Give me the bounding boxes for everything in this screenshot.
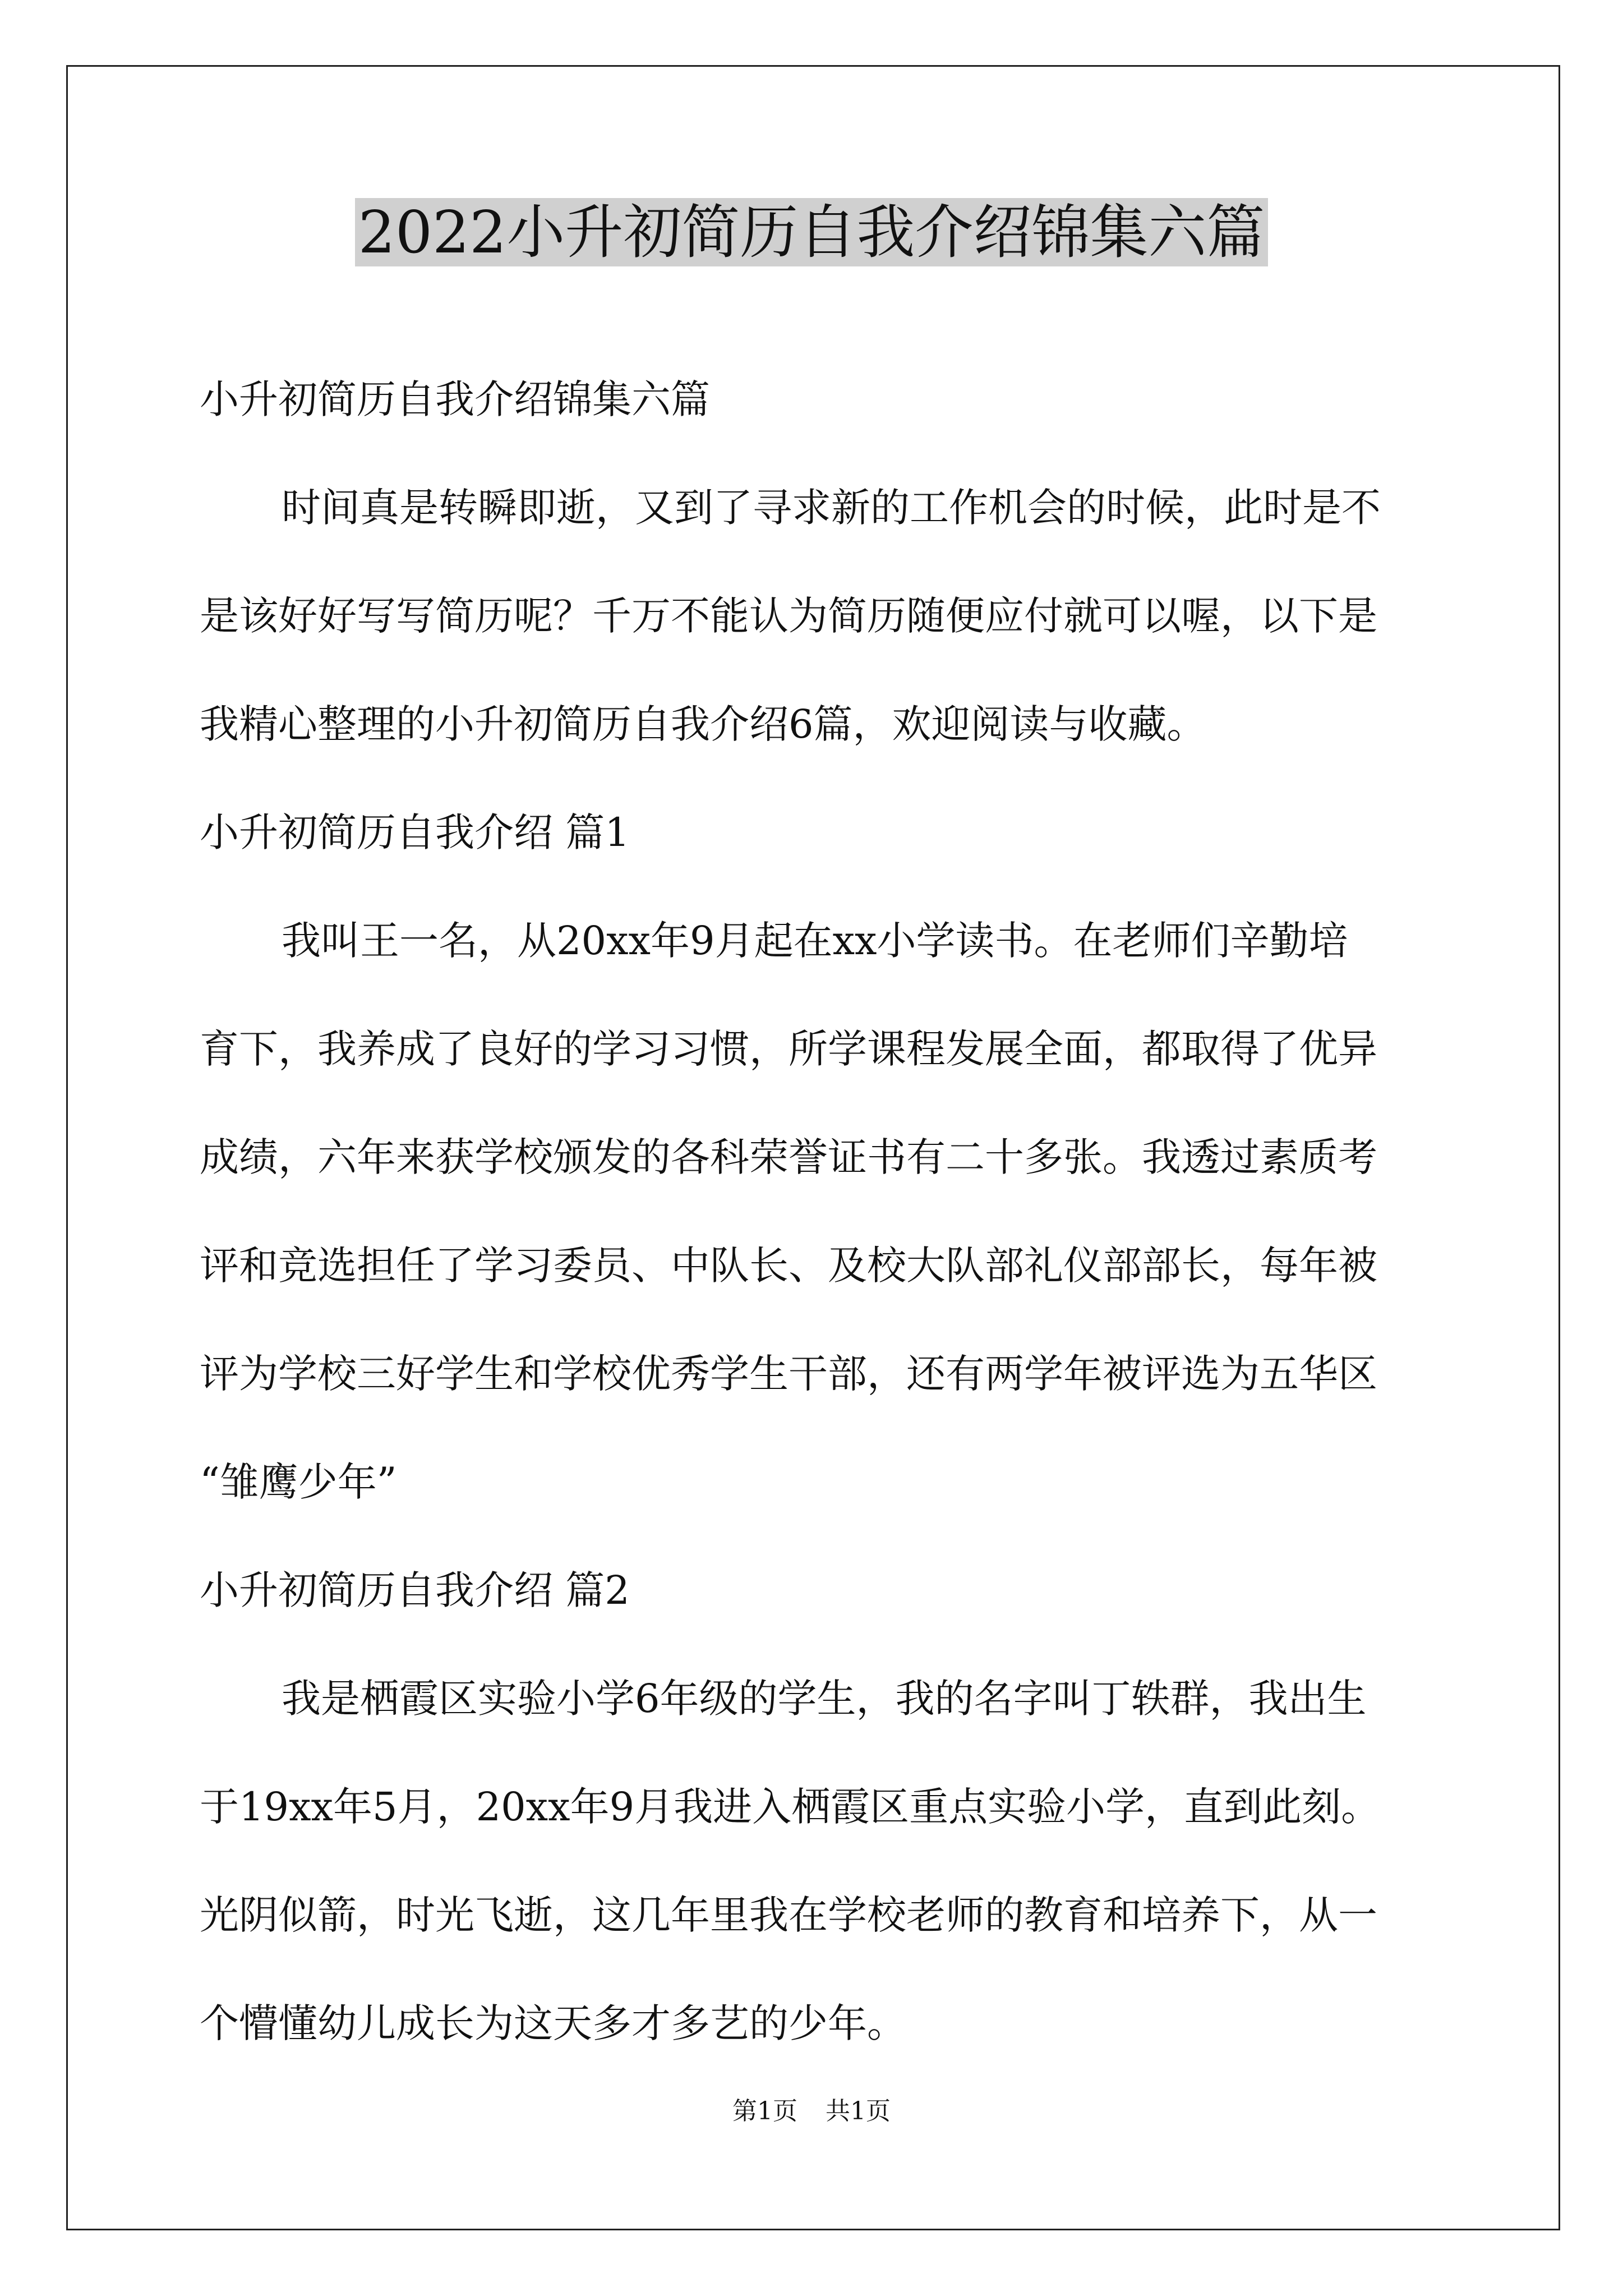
section-line: 光阴似箭，时光飞逝，这几年里我在学校老师的教育和培养下，从一 [200, 1892, 1377, 1938]
section-heading: 小升初简历自我介绍 篇1 [200, 809, 630, 855]
section-line: 我叫王一名，从20xx年9月起在xx小学读书。在老师们辛勤培 [282, 918, 1348, 964]
section-line: 评为学校三好学生和学校优秀学生干部，还有两学年被评选为五华区 [200, 1351, 1377, 1397]
document-title [0, 197, 1623, 268]
page-total: 共1页 [826, 2097, 891, 2125]
section-line: 我是栖霞区实验小学6年级的学生，我的名字叫丁轶群，我出生 [282, 1676, 1367, 1722]
intro-line: 是该好好写写简历呢？千万不能认为简历随便应付就可以喔，以下是 [200, 593, 1377, 639]
section-line: 个懵懂幼儿成长为这天多才多艺的少年。 [200, 2000, 906, 2046]
intro-line: 我精心整理的小升初简历自我介绍6篇，欢迎阅读与收藏。 [200, 701, 1206, 747]
document-body [200, 346, 1428, 2078]
page-number: 第1页 [732, 2097, 797, 2125]
section-line: 评和竞选担任了学习委员、中队长、及校大队部礼仪部部长，每年被 [200, 1243, 1377, 1289]
section-line: 育下，我养成了良好的学习习惯，所学课程发展全面，都取得了优异 [200, 1026, 1377, 1072]
document-subtitle: 小升初简历自我介绍锦集六篇 [200, 376, 710, 422]
section-heading: 小升初简历自我介绍 篇2 [200, 1567, 630, 1613]
page-footer [0, 2097, 1623, 2127]
section-line: 于19xx年5月，20xx年9月我进入栖霞区重点实验小学，直到此刻。 [200, 1784, 1381, 1830]
section-line: “雏鹰少年” [200, 1459, 397, 1505]
intro-line: 时间真是转瞬即逝，又到了寻求新的工作机会的时候，此时是不 [282, 485, 1381, 531]
section-line: 成绩，六年来获学校颁发的各科荣誉证书有二十多张。我透过素质考 [200, 1134, 1377, 1180]
document-title-text: 2022小升初简历自我介绍锦集六篇 [355, 198, 1269, 266]
